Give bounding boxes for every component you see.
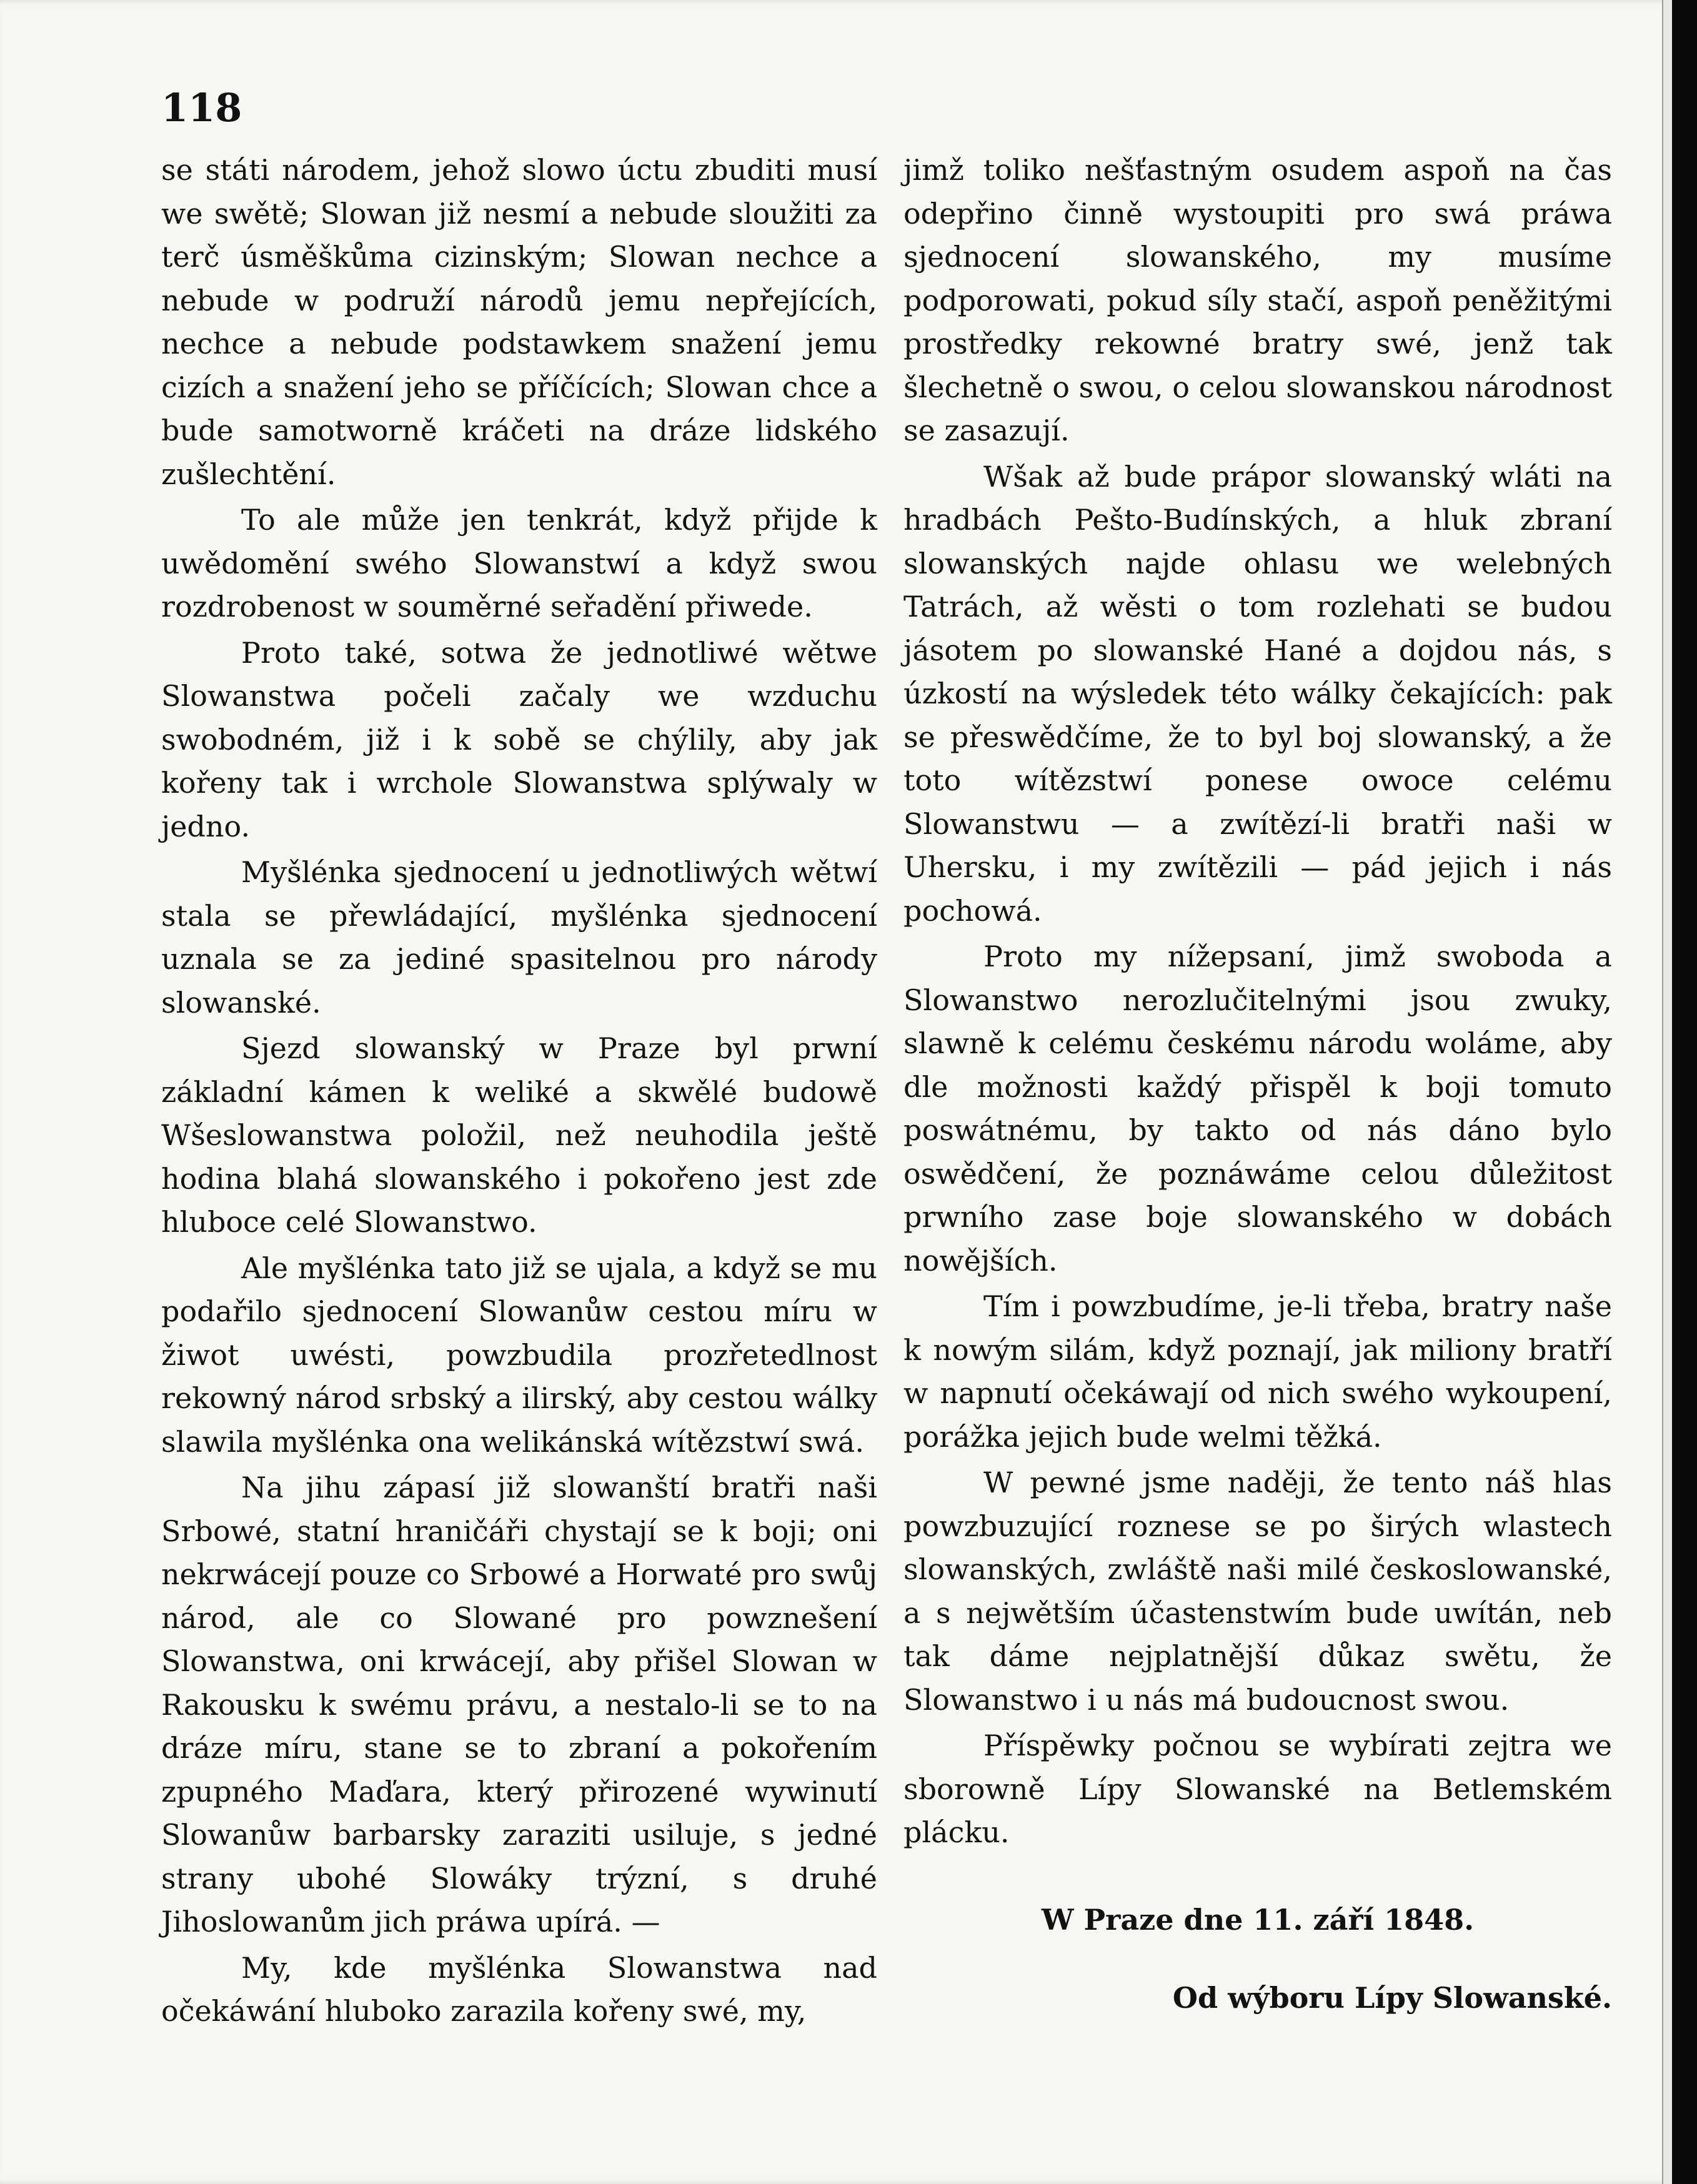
- paragraph: Proto také, sotwa že jednotliwé wětwe Slowanstwa počeli začaly we wzduchu swobodném, již i k sobě se chýlily, aby jak kořeny tak i wrchole Slowanstwa splýwaly w jedno.: [161, 635, 877, 843]
- left-column: [161, 149, 877, 2036]
- paragraph: Příspěwky počnou se wybírati zejtra we sborowně Lípy Slowanské na Betlemském plácku.: [903, 1729, 1612, 1849]
- paragraph: Proto my nížepsaní, jimž swoboda a Slowanstwo nerozlučitelnými jsou zwuky, slawně k celému českému národu woláme, aby dle možnosti každý přispěl k boji tomuto poswátnému, by takto od nás dáno bylo oswědčení, že poznáwáme celou důležitost prwního zase boje slowanského w dobách nowějších.: [903, 940, 1612, 1278]
- signature-date: W Praze dne 11. září 1848.: [1041, 1902, 1475, 1937]
- paragraph: jimž toliko nešťastným osudem aspoň na čas odepřino činně wystoupiti pro swá práwa sjednocení slowanského, my musíme podporowati, pokud síly stačí, aspoň peněžitými prostředky rekowné bratry swé, jenž tak šlechetně o swou, o celou slowanskou národnost se zasazují.: [903, 153, 1612, 447]
- right-column: [903, 149, 1612, 2023]
- paragraph: Wšak až bude prápor slowanský wláti na hradbách Pešto-Budínských, a hluk zbraní slowanských najde ohlasu we welebných Tatrách, až wěsti o tom rozlehati se budou jásotem po slowanské Hané a dojdou nás, s úzkostí na wýsledek této wálky čekajících: pak se přeswědčíme, že to byl boj slowanský, a že toto wítězstwí ponese owoce celému Slowanstwu — a zwítězí-li bratři naši w Uhersku, i my zwítězili — pád jejich i nás pochowá.: [903, 459, 1612, 928]
- paragraph: Sjezd slowanský w Praze byl prwní základní kámen k weliké a skwělé budowě Wšeslowanstwa položil, než neuhodila ještě hodina blahá slowanského i pokořeno jest zde hluboce celé Slowanstwo.: [161, 1031, 877, 1239]
- paragraph: My, kde myšlénka Slowanstwa nad očekáwání hluboko zarazila kořeny swé, my,: [161, 1950, 877, 2028]
- page-edge: [1662, 0, 1672, 2184]
- paragraph: Tím i powzbudíme, je-li třeba, bratry naše k nowým silám, když poznají, jak miliony bratří w napnutí očekáwají od nich swého wykoupení, porážka jejich bude welmi těžká.: [903, 1289, 1612, 1454]
- paragraph: W pewné jsme naději, že tento náš hlas powzbuzující roznese se po širých wlastech slowanských, zwláště naši milé českoslowanské, a s nejwětším účastenstwím bude uwítán, neb tak dáme nejplatnější důkaz swětu, že Slowanstwo i u nás má budoucnost swou.: [903, 1466, 1612, 1717]
- signature-from: Od wýboru Lípy Slowanské.: [1172, 1981, 1612, 2015]
- paragraph: Ale myšlénka tato již se ujala, a když se mu podařilo sjednocení Slowanůw cestou míru w žiwot uwésti, powzbudila prozřetedlnost rekowný národ srbský a ilirský, aby cestou wálky slawila myšlénka ona welikánská wítězstwí swá.: [161, 1251, 877, 1459]
- paragraph: Myšlénka sjednocení u jednotliwých wětwí stala se přewládající, myšlénka sjednocení uznala se za jediné spasitelnou pro národy slowanské.: [161, 855, 877, 1020]
- paragraph: To ale může jen tenkrát, když přijde k uwědomění swého Slowanstwí a když swou rozdrobenost w souměrné seřadění přiwede.: [161, 503, 877, 623]
- paragraph: Na jihu zápasí již slowanští bratři naši Srbowé, statní hraničáři chystají se k boji; oni nekrwácejí pouze co Srbowé a Horwaté pro swůj národ, ale co Slowané pro powznešení Slowanstwa, oni krwácejí, aby přišel Slowan w Rakousku k swému právu, a nestalo-li se to na dráze míru, stane se to zbraní a pokořením zpupného Maďara, který přirozené wywinutí Slowanůw barbarsky zaraziti usiluje, s jedné strany ubohé Slowáky trýzní, s druhé Jihoslowanům jich práwa upírá. —: [161, 1471, 877, 1938]
- page-number: 118: [161, 85, 242, 131]
- paragraph: se státi národem, jehož slowo úctu zbuditi musí we swětě; Slowan již nesmí a nebude sloužiti za terč úsměškůma cizinským; Slowan nechce a nebude w podruží národů jemu nepřejících, nechce a nebude podstawkem snažení jemu cizích a snažení jeho se příčících; Slowan chce a bude samotworně kráčeti na dráze lidského zušlechtění.: [161, 153, 877, 491]
